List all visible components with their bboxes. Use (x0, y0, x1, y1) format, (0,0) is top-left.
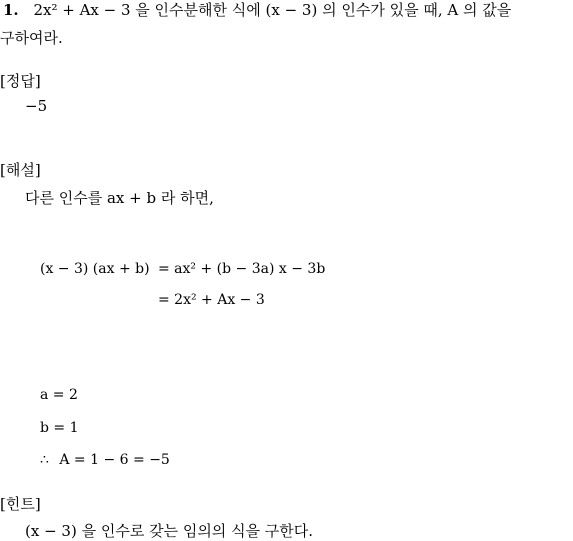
problem-number: 1. (3, 1, 19, 19)
equation-line1-lhs: (x − 3) (ax + b) (40, 261, 150, 277)
therefore-symbol: ∴ (40, 452, 49, 468)
problem-text: 2x² + Ax − 3 을 인수분해한 식에 (x − 3) 의 인수가 있을 때, A 의 값을 (33, 1, 512, 19)
solution-label: [해설] (0, 161, 41, 179)
equation-line1-rhs: = ax² + (b − 3a) x − 3b (158, 261, 326, 277)
step-conclusion (40, 452, 170, 468)
problem-statement-line1 (3, 0, 511, 20)
answer-label: [정답] (0, 72, 41, 90)
step-a: a = 2 (40, 387, 78, 403)
hint-label: [힌트] (0, 495, 41, 513)
hint-text: (x − 3) 을 인수로 갖는 임의의 식을 구한다. (25, 522, 314, 540)
answer-value: −5 (25, 97, 48, 115)
step-b: b = 1 (40, 420, 79, 436)
conclusion-text: A = 1 − 6 = −5 (59, 452, 170, 468)
solution-intro: 다른 인수를 ax + b 라 하면, (25, 189, 214, 207)
equation-line2-rhs: = 2x² + Ax − 3 (158, 292, 265, 308)
problem-statement-line2: 구하여라. (0, 29, 63, 47)
